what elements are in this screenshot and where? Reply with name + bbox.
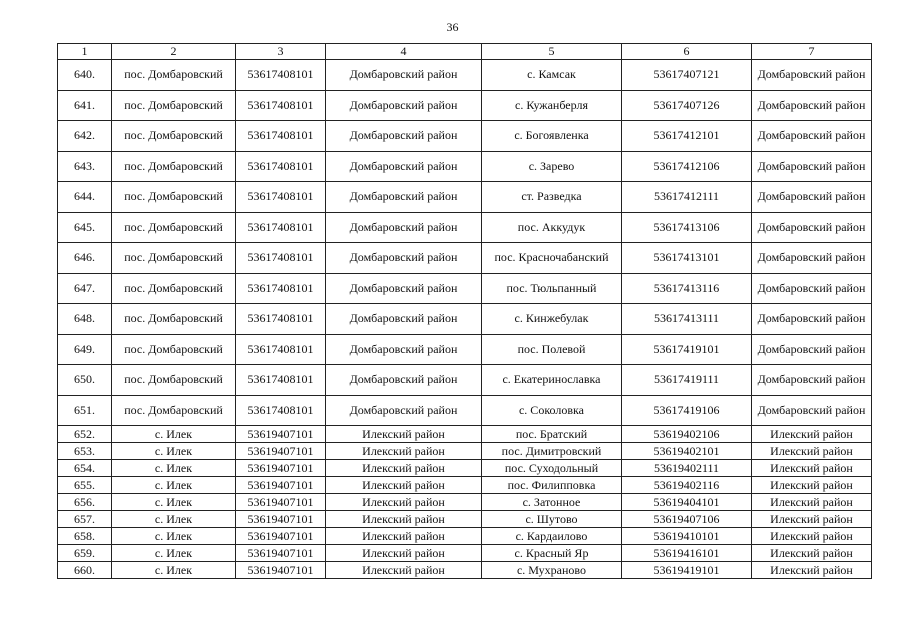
- table-cell: Илекский район: [752, 460, 872, 477]
- table-cell: 53617413106: [622, 212, 752, 243]
- table-cell: 53619407101: [236, 528, 326, 545]
- table-cell: Домбаровский район: [752, 395, 872, 426]
- table-cell: пос. Домбаровский: [112, 273, 236, 304]
- table-cell: 53617408101: [236, 182, 326, 213]
- table-row: [58, 243, 872, 274]
- table-cell: 651.: [58, 395, 112, 426]
- table-cell: 648.: [58, 304, 112, 335]
- table-row: [58, 304, 872, 335]
- table-cell: с. Илек: [112, 460, 236, 477]
- table-cell: 660.: [58, 562, 112, 579]
- table-row: [58, 443, 872, 460]
- table-cell: 53619407101: [236, 494, 326, 511]
- column-header: 3: [236, 44, 326, 60]
- table-row: [58, 90, 872, 121]
- table-cell: Домбаровский район: [326, 212, 482, 243]
- table-cell: 53617408101: [236, 60, 326, 91]
- table-cell: 652.: [58, 426, 112, 443]
- table-cell: Домбаровский район: [752, 304, 872, 335]
- table-cell: Илекский район: [752, 426, 872, 443]
- table-cell: 53619410101: [622, 528, 752, 545]
- table-cell: с. Мухраново: [482, 562, 622, 579]
- table-cell: с. Кужанберля: [482, 90, 622, 121]
- table-cell: с. Илек: [112, 528, 236, 545]
- table-cell: 53617408101: [236, 90, 326, 121]
- table-cell: Илекский район: [752, 494, 872, 511]
- table-cell: пос. Домбаровский: [112, 60, 236, 91]
- table-cell: пос. Домбаровский: [112, 243, 236, 274]
- table-cell: 53617419106: [622, 395, 752, 426]
- table-cell: 650.: [58, 365, 112, 396]
- column-header: 5: [482, 44, 622, 60]
- table-cell: 53617408101: [236, 151, 326, 182]
- table-cell: Илекский район: [752, 443, 872, 460]
- table-cell: 53619407101: [236, 443, 326, 460]
- table-cell: 659.: [58, 545, 112, 562]
- table-cell: 654.: [58, 460, 112, 477]
- table-cell: с. Шутово: [482, 511, 622, 528]
- table-cell: 649.: [58, 334, 112, 365]
- table-cell: 656.: [58, 494, 112, 511]
- table-cell: 53617408101: [236, 304, 326, 335]
- table-cell: пос. Домбаровский: [112, 395, 236, 426]
- table-cell: Илекский район: [752, 511, 872, 528]
- table-cell: Домбаровский район: [326, 90, 482, 121]
- table-cell: 53617412101: [622, 121, 752, 152]
- table-cell: Домбаровский район: [326, 273, 482, 304]
- table-cell: 53617408101: [236, 365, 326, 396]
- table-cell: 53619402101: [622, 443, 752, 460]
- table-cell: 53617413116: [622, 273, 752, 304]
- table-cell: 53619407101: [236, 545, 326, 562]
- table-header-row: [58, 44, 872, 60]
- table-cell: 53619407101: [236, 426, 326, 443]
- table-cell: Домбаровский район: [752, 60, 872, 91]
- table-cell: 646.: [58, 243, 112, 274]
- table-cell: пос. Домбаровский: [112, 304, 236, 335]
- table-cell: Домбаровский район: [326, 121, 482, 152]
- table-cell: Домбаровский район: [326, 182, 482, 213]
- table-cell: пос. Домбаровский: [112, 90, 236, 121]
- table-cell: пос. Филипповка: [482, 477, 622, 494]
- table-row: [58, 121, 872, 152]
- table-cell: пос. Домбаровский: [112, 365, 236, 396]
- column-header: 7: [752, 44, 872, 60]
- table-cell: 640.: [58, 60, 112, 91]
- table-cell: с. Кардаилово: [482, 528, 622, 545]
- table-cell: 53617412111: [622, 182, 752, 213]
- table-cell: 658.: [58, 528, 112, 545]
- table-cell: Илекский район: [326, 426, 482, 443]
- table-cell: 53617408101: [236, 212, 326, 243]
- table-cell: с. Кинжебулак: [482, 304, 622, 335]
- table-cell: 655.: [58, 477, 112, 494]
- table-row: [58, 477, 872, 494]
- table-row: [58, 151, 872, 182]
- table-cell: 53617419111: [622, 365, 752, 396]
- table-cell: 53619416101: [622, 545, 752, 562]
- table-cell: 53617408101: [236, 395, 326, 426]
- table-row: [58, 426, 872, 443]
- table-cell: пос. Домбаровский: [112, 212, 236, 243]
- table-cell: 53619419101: [622, 562, 752, 579]
- table-cell: 641.: [58, 90, 112, 121]
- table-cell: Илекский район: [752, 528, 872, 545]
- table-cell: Домбаровский район: [326, 304, 482, 335]
- table-cell: пос. Аккудук: [482, 212, 622, 243]
- table-cell: Илекский район: [326, 511, 482, 528]
- table-cell: с. Илек: [112, 545, 236, 562]
- table-cell: пос. Братский: [482, 426, 622, 443]
- table-cell: пос. Тюльпанный: [482, 273, 622, 304]
- table-cell: 657.: [58, 511, 112, 528]
- table-cell: с. Соколовка: [482, 395, 622, 426]
- table-cell: Илекский район: [326, 562, 482, 579]
- table-cell: с. Красный Яр: [482, 545, 622, 562]
- table-cell: Домбаровский район: [326, 365, 482, 396]
- table-cell: 53619407101: [236, 477, 326, 494]
- table-cell: Илекский район: [752, 477, 872, 494]
- table-cell: с. Илек: [112, 477, 236, 494]
- table-cell: Домбаровский район: [752, 182, 872, 213]
- table-cell: с. Илек: [112, 426, 236, 443]
- table-cell: 53619404101: [622, 494, 752, 511]
- table-cell: 53619402111: [622, 460, 752, 477]
- table-cell: 53617413101: [622, 243, 752, 274]
- table-row: [58, 562, 872, 579]
- table-row: [58, 365, 872, 396]
- table-cell: пос. Красночабанский: [482, 243, 622, 274]
- table-cell: с. Богоявленка: [482, 121, 622, 152]
- table-cell: 53619402116: [622, 477, 752, 494]
- table-row: [58, 395, 872, 426]
- table-cell: Домбаровский район: [326, 60, 482, 91]
- table-cell: Домбаровский район: [326, 334, 482, 365]
- table-cell: Домбаровский район: [752, 121, 872, 152]
- table-cell: с. Илек: [112, 494, 236, 511]
- table-cell: 53619407101: [236, 562, 326, 579]
- table-row: [58, 334, 872, 365]
- table-cell: 53617413111: [622, 304, 752, 335]
- table-cell: 53617407121: [622, 60, 752, 91]
- column-header: 4: [326, 44, 482, 60]
- table-body: [58, 60, 872, 579]
- table-cell: пос. Домбаровский: [112, 151, 236, 182]
- settlement-registry-table: [57, 43, 872, 579]
- table-cell: ст. Разведка: [482, 182, 622, 213]
- table-cell: Домбаровский район: [752, 273, 872, 304]
- table-cell: 53619402106: [622, 426, 752, 443]
- page-number: 36: [446, 20, 459, 34]
- table-cell: 647.: [58, 273, 112, 304]
- table-cell: Илекский район: [326, 545, 482, 562]
- table-cell: с. Илек: [112, 511, 236, 528]
- table-cell: 53617408101: [236, 334, 326, 365]
- table-cell: 642.: [58, 121, 112, 152]
- table-row: [58, 511, 872, 528]
- table-cell: Илекский район: [326, 528, 482, 545]
- column-header: 2: [112, 44, 236, 60]
- table-cell: Домбаровский район: [326, 151, 482, 182]
- table-row: [58, 212, 872, 243]
- table-cell: Илекский район: [326, 443, 482, 460]
- table-cell: пос. Домбаровский: [112, 334, 236, 365]
- table-row: [58, 60, 872, 91]
- table-cell: пос. Димитровский: [482, 443, 622, 460]
- table-row: [58, 273, 872, 304]
- table-cell: с. Зарево: [482, 151, 622, 182]
- table-cell: 53617412106: [622, 151, 752, 182]
- table-cell: пос. Полевой: [482, 334, 622, 365]
- table-cell: 53617408101: [236, 273, 326, 304]
- table-cell: пос. Суходольный: [482, 460, 622, 477]
- table-row: [58, 460, 872, 477]
- table-row: [58, 545, 872, 562]
- table-cell: Домбаровский район: [752, 151, 872, 182]
- table-cell: Илекский район: [326, 477, 482, 494]
- table-cell: с. Илек: [112, 443, 236, 460]
- table-cell: Илекский район: [752, 562, 872, 579]
- table-cell: Домбаровский район: [752, 365, 872, 396]
- table-cell: Домбаровский район: [752, 90, 872, 121]
- table-cell: 53617408101: [236, 243, 326, 274]
- table-cell: 53617407126: [622, 90, 752, 121]
- table-cell: 53619407101: [236, 460, 326, 477]
- table-row: [58, 182, 872, 213]
- table-cell: 645.: [58, 212, 112, 243]
- table-cell: Домбаровский район: [752, 243, 872, 274]
- table-cell: 53617419101: [622, 334, 752, 365]
- column-header: 1: [58, 44, 112, 60]
- table-cell: 643.: [58, 151, 112, 182]
- table-cell: Илекский район: [326, 494, 482, 511]
- table-cell: Домбаровский район: [752, 334, 872, 365]
- table-row: [58, 494, 872, 511]
- table-row: [58, 528, 872, 545]
- table-cell: пос. Домбаровский: [112, 182, 236, 213]
- table-cell: Илекский район: [752, 545, 872, 562]
- table-cell: с. Екатериноcлавка: [482, 365, 622, 396]
- table-cell: Илекский район: [326, 460, 482, 477]
- table-cell: с. Затонное: [482, 494, 622, 511]
- table-cell: 644.: [58, 182, 112, 213]
- table-cell: с. Камсак: [482, 60, 622, 91]
- table-cell: Домбаровский район: [326, 395, 482, 426]
- table-cell: 53617408101: [236, 121, 326, 152]
- table-cell: 653.: [58, 443, 112, 460]
- table-cell: Домбаровский район: [752, 212, 872, 243]
- column-header: 6: [622, 44, 752, 60]
- table-cell: 53619407101: [236, 511, 326, 528]
- table-cell: Домбаровский район: [326, 243, 482, 274]
- table-cell: с. Илек: [112, 562, 236, 579]
- table-cell: 53619407106: [622, 511, 752, 528]
- table-cell: пос. Домбаровский: [112, 121, 236, 152]
